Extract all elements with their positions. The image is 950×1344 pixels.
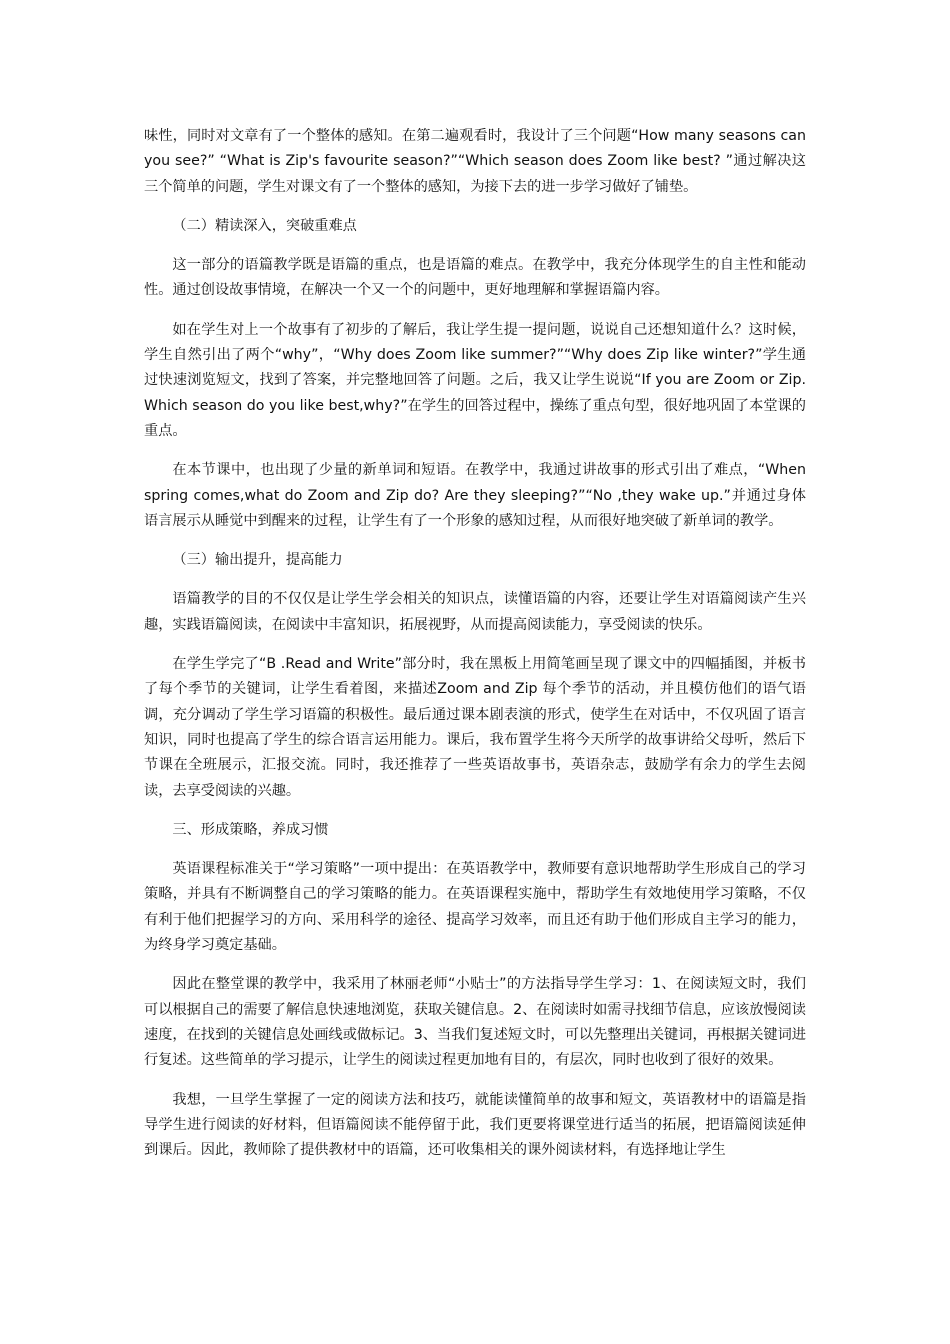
paragraph: 我想，一旦学生掌握了一定的阅读方法和技巧，就能读懂简单的故事和短文，英语教材中的语篇是指导学生进行阅读的好材料，但语篇阅读不能停留于此，我们更要将课堂进行适当的拓展，把语篇阅读延伸到课后。因此，教师除了提供教材中的语篇，还可收集相关的课外阅读材料，有选择地让学生 [144,1091,806,1159]
paragraph: 在本节课中，也出现了少量的新单词和短语。在教学中，我通过讲故事的形式引出了难点，“When spring comes,what do Zoom and Zip do? Are they sleeping?”“No ,they wake up.”并通过身体语言展示从睡觉中到醒来的过程，让学生有了一个形象的感知过程，从而很好地突破了新单词的教学。 [144,462,806,529]
paragraph: 语篇教学的目的不仅仅是让学生学会相关的知识点，读懂语篇的内容，还要让学生对语篇阅读产生兴趣，实践语篇阅读，在阅读中丰富知识，拓展视野，从而提高阅读能力，享受阅读的快乐。 [144,591,806,633]
document-page [144,124,806,1177]
paragraph: 如在学生对上一个故事有了初步的了解后，我让学生提一提问题，说说自己还想知道什么？这时候，学生自然引出了两个“why”，“Why does Zoom like summer?”“Why does Zip like winter?”学生通过快速浏览短文，找到了答案，并完整地回答了问题。之后，我又让学生说说“If you are Zoom or Zip. Which season do you like best,why?”在学生的回答过程中，操练了重点句型，很好地巩固了本堂课的重点。 [144,321,806,439]
paragraph: 英语课程标准关于“学习策略”一项中提出：在英语教学中，教师要有意识地帮助学生形成自己的学习策略，并具有不断调整自己的学习策略的能力。在英语课程实施中，帮助学生有效地使用学习策略，不仅有利于他们把握学习的方向、采用科学的途径、提高学习效率，而且还有助于他们形成自主学习的能力，为终身学习奠定基础。 [144,861,806,954]
section-heading-output: （三）输出提升，提高能力 [172,552,343,569]
paragraph: 因此在整堂课的教学中，我采用了林丽老师“小贴士”的方法指导学生学习：1、在阅读短文时，我们可以根据自己的需要了解信息快速地浏览，获取关键信息。2、在阅读时如需寻找细节信息，应该放慢阅读速度，在找到的关键信息处画线或做标记。3、当我们复述短文时，可以先整理出关键词，再根据关键词进行复述。这些简单的学习提示，让学生的阅读过程更加地有目的，有层次，同时也收到了很好的效果。 [144,976,806,1069]
section-heading-intensive-reading: （二）精读深入，突破重难点 [172,217,357,234]
section-heading-strategies: 三、形成策略，养成习惯 [172,821,329,838]
paragraph-continuation: 味性，同时对文章有了一个整体的感知。在第二遍观看时，我设计了三个问题“How many seasons can you see?” “What is Zip's favourite season?”“Which season does Zoom like best? ”通过解决这三个简单的问题，学生对课文有了一个整体的感知，为接下去的进一步学习做好了铺垫。 [144,128,806,195]
paragraph: 这一部分的语篇教学既是语篇的重点，也是语篇的难点。在教学中，我充分体现学生的自主性和能动性。通过创设故事情境，在解决一个又一个的问题中，更好地理解和掌握语篇内容。 [144,257,806,299]
paragraph: 在学生学完了“B .Read and Write”部分时，我在黑板上用简笔画呈现了课文中的四幅插图，并板书了每个季节的关键词，让学生看着图，来描述Zoom and Zip 每个季节的活动，并且模仿他们的语气语调，充分调动了学生学习语篇的积极性。最后通过课本剧表演的形式，使学生在对话中，不仅巩固了语言知识，同时也提高了学生的综合语言运用能力。课后，我布置学生将今天所学的故事讲给父母听，然后下节课在全班展示，汇报交流。同时，我还推荐了一些英语故事书，英语杂志，鼓励学有余力的学生去阅读，去享受阅读的兴趣。 [144,656,806,799]
